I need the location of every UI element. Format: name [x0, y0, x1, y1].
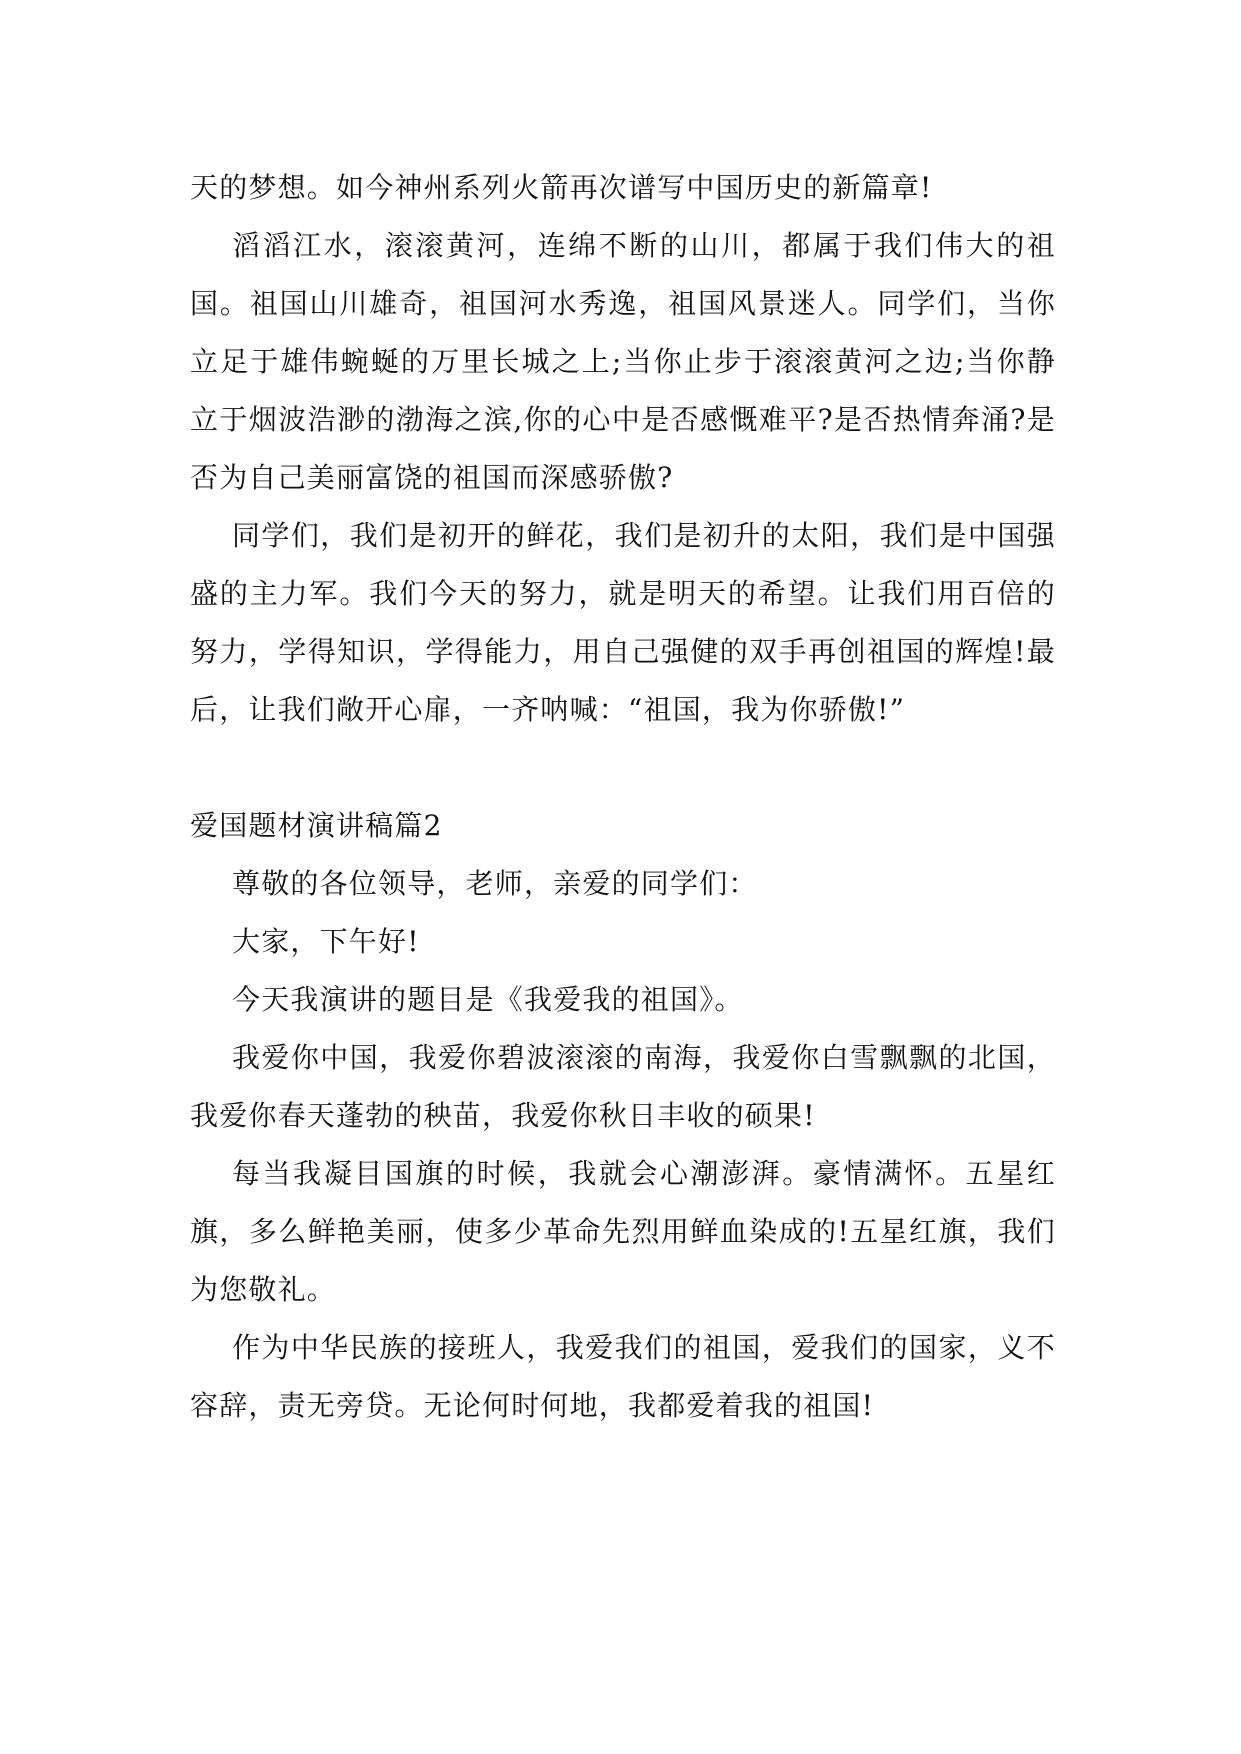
paragraph-topic: 今天我演讲的题目是《我爱我的祖国》。	[232, 983, 744, 1016]
paragraph-national-flag: 每当我凝目国旗的时候，我就会心潮澎湃。豪情满怀。五星红旗，多么鲜艳美丽，使多少革命先烈用鲜血染成的!五星红旗，我们为您敬礼。	[190, 1157, 1056, 1306]
paragraph-successor: 作为中华民族的接班人，我爱我们的祖国，爱我们的国家，义不容辞，责无旁贷。无论何时何地，我都爱着我的祖国!	[190, 1331, 1056, 1422]
paragraph-students-call: 同学们，我们是初开的鲜花，我们是初升的太阳，我们是中国强盛的主力军。我们今天的努力，就是明天的希望。让我们用百倍的努力，学得知识，学得能力，用自己强健的双手再创祖国的辉煌!最后，让我们敞开心扉，一齐呐喊：“祖国，我为你骄傲!”	[190, 519, 1056, 726]
section-title: 爱国题材演讲稿篇2	[190, 809, 443, 842]
paragraph-salutation: 尊敬的各位领导，老师，亲爱的同学们：	[232, 867, 758, 900]
paragraph-continuation: 天的梦想。如今神州系列火箭再次谱写中国历史的新篇章!	[190, 171, 933, 204]
document-body	[190, 159, 1056, 1435]
paragraph-motherland-landscape: 滔滔江水，滚滚黄河，连绵不断的山川，都属于我们伟大的祖国。祖国山川雄奇，祖国河水秀逸，祖国风景迷人。同学们，当你立足于雄伟蜿蜒的万里长城之上;当你止步于滚滚黄河之边;当你静立于烟波浩渺的渤海之滨,你的心中是否感慨难平?是否热情奔涌?是否为自己美丽富饶的祖国而深感骄傲?	[190, 229, 1056, 494]
paragraph-love-china: 我爱你中国，我爱你碧波滚滚的南海，我爱你白雪飘飘的北国，我爱你春天蓬勃的秧苗，我爱你秋日丰收的硕果!	[190, 1041, 1056, 1132]
paragraph-greeting: 大家，下午好!	[232, 925, 420, 958]
